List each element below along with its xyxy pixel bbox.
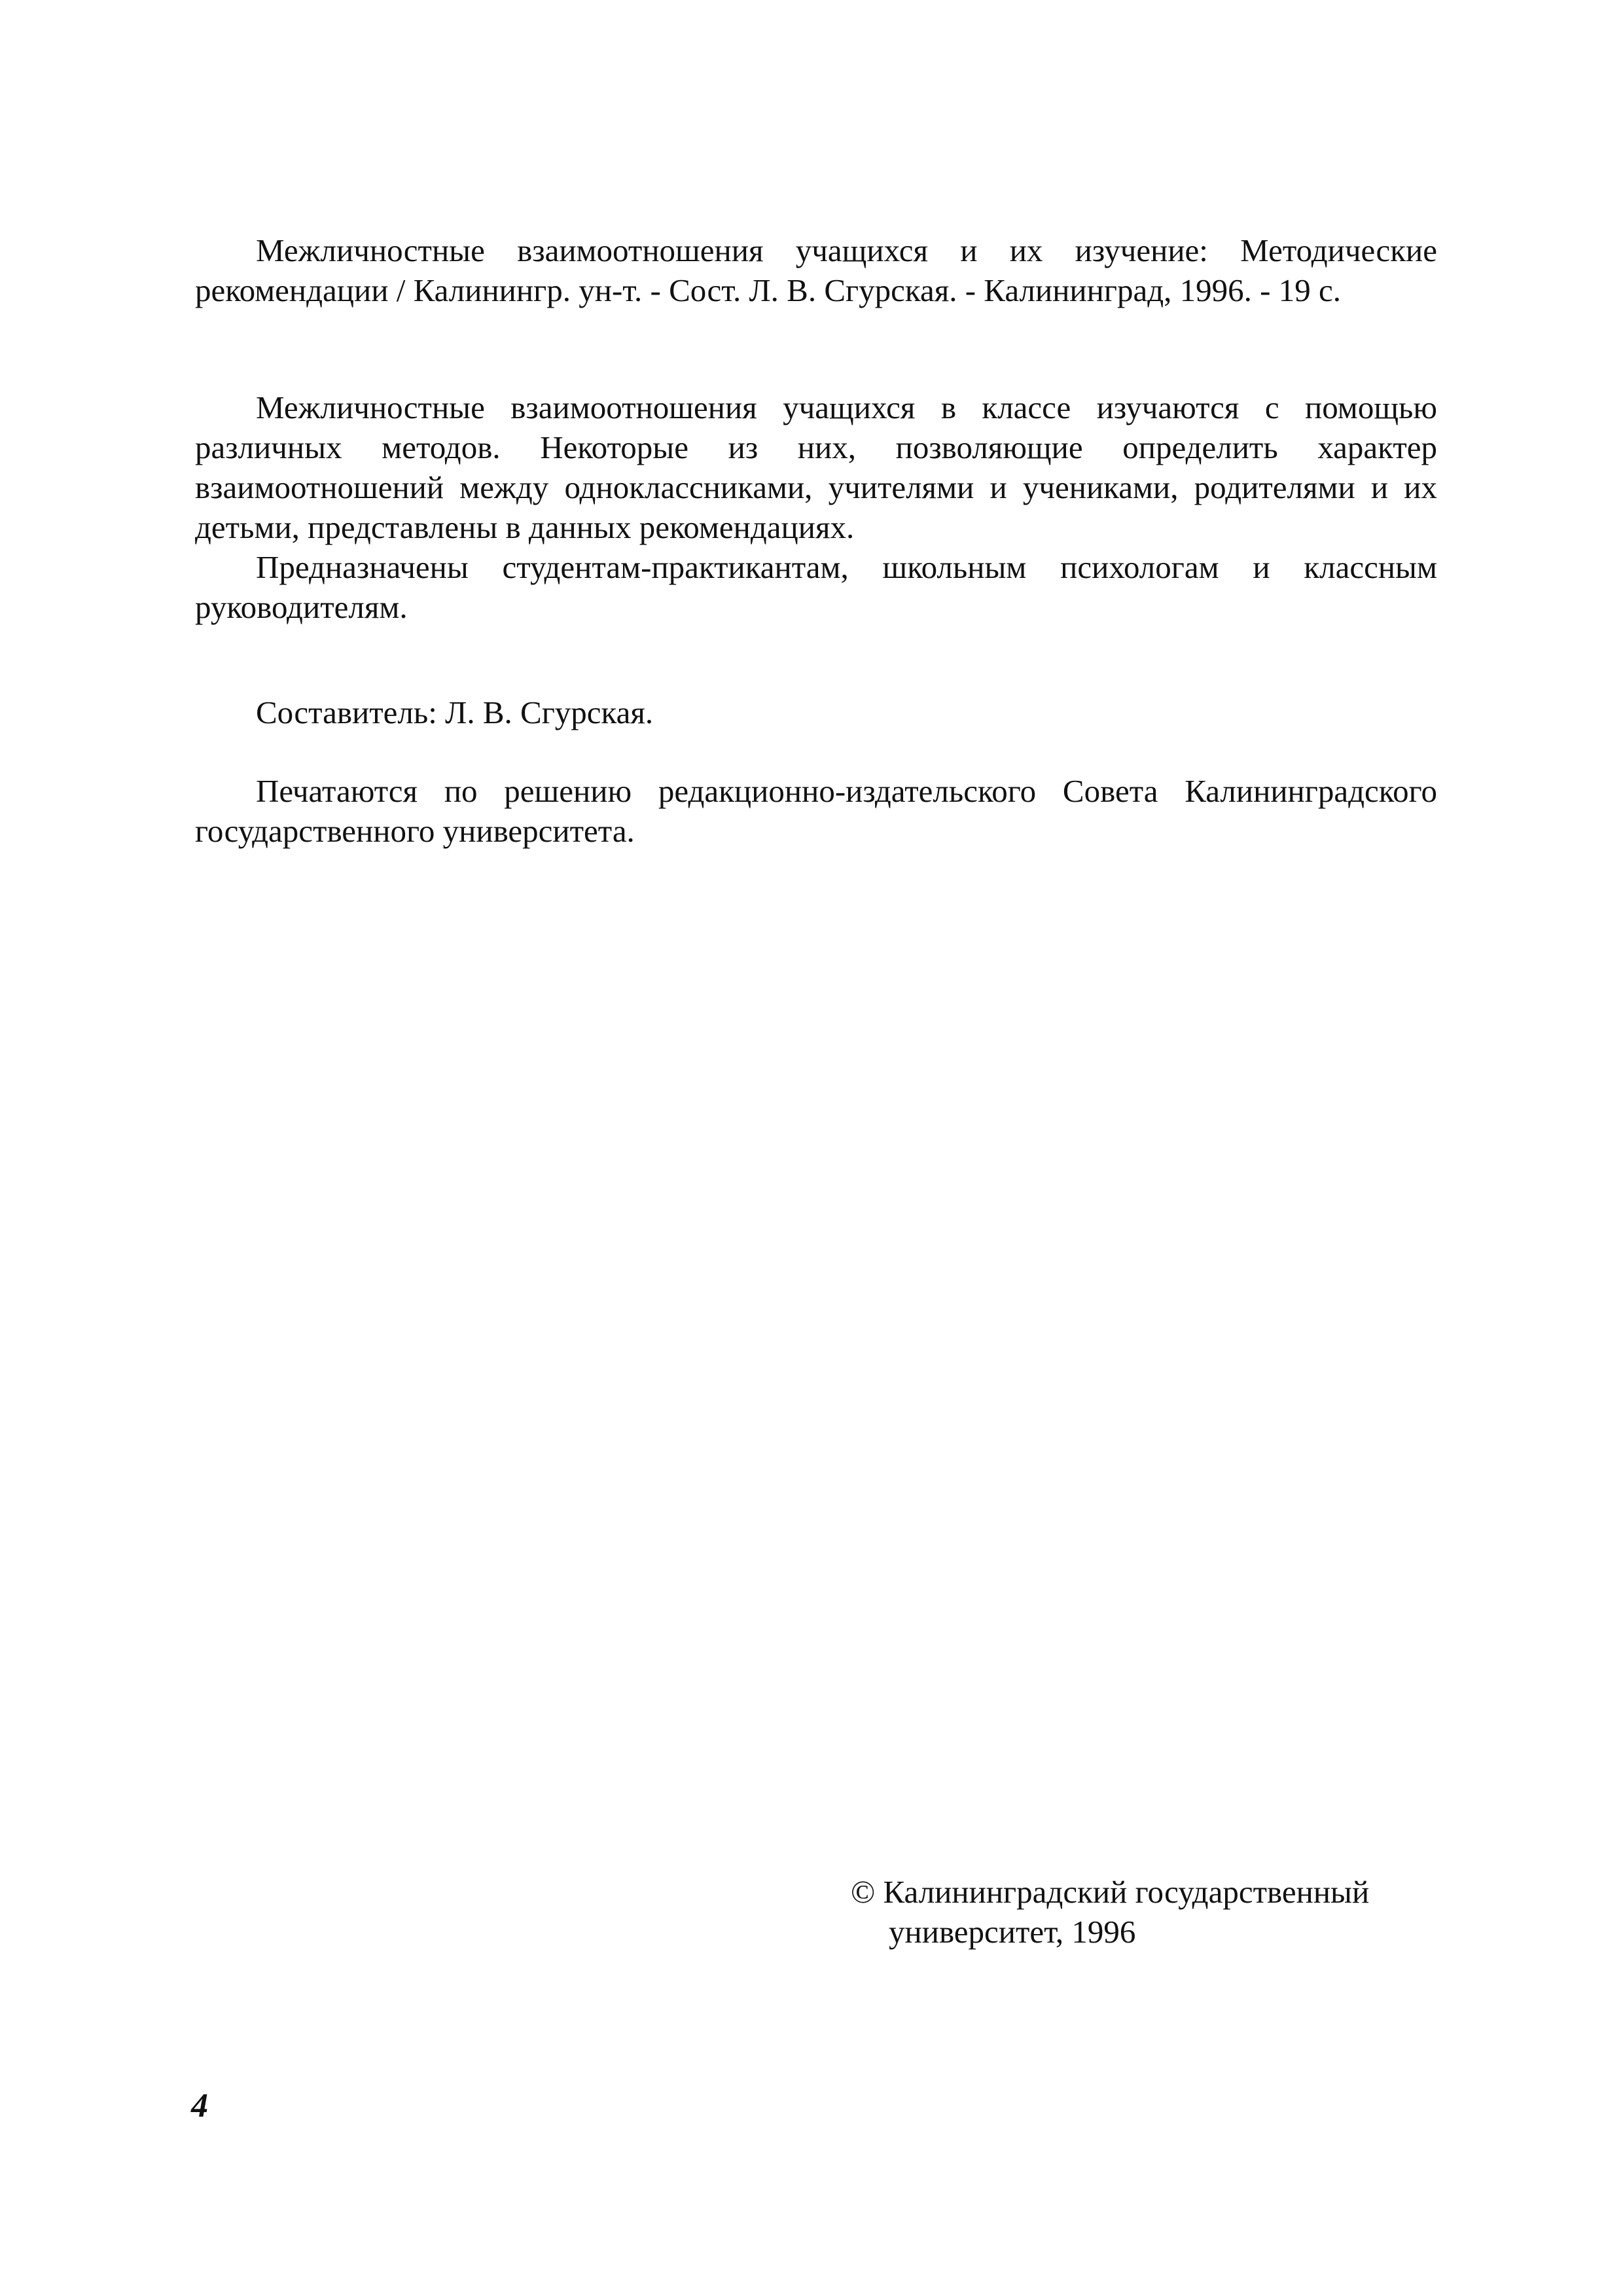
bibliographic-record [195,230,1437,310]
abstract-paragraph-2: Предназначены студентам-практикантам, школьным психологам и классным руководителям. [195,549,1437,625]
page-number: 4 [191,2087,208,2125]
abstract-paragraph-1: Межличностные взаимоотношения учащихся в классе изучаются с помощью различных методов. Некоторые из них, позволяющие определить характер взаимоотношений между одноклассниками, учителями и учениками, родителями и их детьми, представлены в данных рекомендациях. [195,389,1437,545]
imprint-note-text: Печатаются по решению редакционно-издательского Совета Калининградского государственного университета. [195,773,1437,849]
bibliographic-record-text: Межличностные взаимоотношения учащихся и их изучение: Методические рекомендации / Калинингр. ун-т. - Сост. Л. В. Сгурская. - Калининград, 1996. - 19 с. [195,232,1437,308]
abstract [195,387,1437,627]
copyright-notice [851,1872,1369,1952]
compiler-credit-text: Составитель: Л. В. Сгурская. [256,694,654,730]
copyright-line-1: © Калининградский государственный [851,1874,1370,1910]
compiler-credit [195,692,1437,732]
copyright-line-2: университет, 1996 [889,1914,1136,1950]
imprint-note [195,771,1437,851]
